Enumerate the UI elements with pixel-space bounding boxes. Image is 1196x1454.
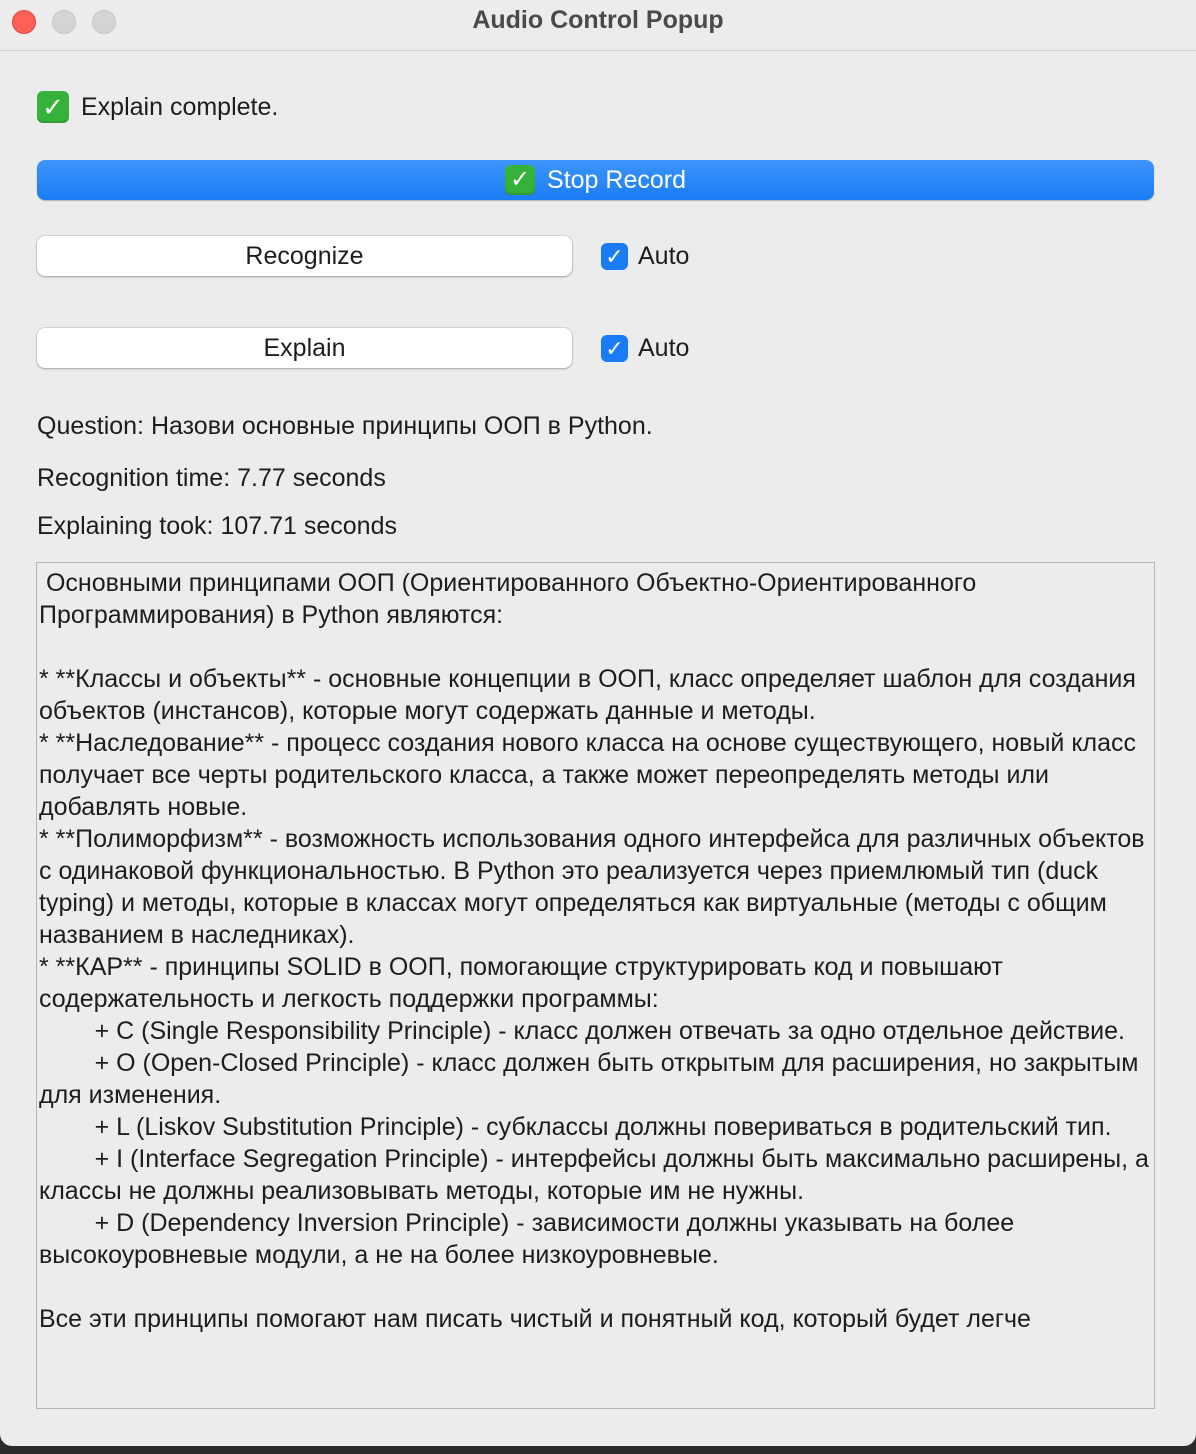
explain-auto-checkbox[interactable] — [601, 328, 689, 368]
recognition-time-text: Recognition time: 7.77 seconds — [37, 464, 386, 492]
answer-text-area[interactable] — [36, 562, 1155, 1409]
recognize-label: Recognize — [245, 241, 364, 270]
explaining-time-text: Explaining took: 107.71 seconds — [37, 512, 397, 540]
explain-auto-label: Auto — [638, 333, 690, 362]
answer-text: Основными принципами ООП (Ориентированного Объектно-Ориентированного Программирования) в Python являются: * **Классы и объекты** - основные концепции в ООП, класс определяет шаблон для создания объектов (инстансов), которые могут содержать данные и методы. * **Наследование** - процесс создания нового класса на основе существующего, новый класс получает все черты родительского класса, а также может переопределять методы или добавлять новые. * **Полиморфизм** - возможность использования одного интерфейса для различных объектов с одинаковой функциональностью. В Python это реализуется через приемлюмый тип (duck typing) и методы, которые в классах могут определяться как виртуальные (методы с общим названием в наследниках). * **КАР** - принципы SOLID в ООП, помогающие структурировать код и повышают содержательность и легкость поддержки программы: + С (Single Responsibility Principle) - класс должен отвечать за одно отдельное действие. + O (Open-Closed Principle) - класс должен быть открытым для расширения, но закрытым для изменения. + L (Liskov Substitution Principle) - субклассы должны повериваться в родительский тип. + I (Interface Segregation Principle) - интерфейсы должны быть максимально расширены, а классы не должны реализовывать методы, которые им не нужны. + D (Dependency Inversion Principle) - зависимости должны указывать на более высокоуровневые модули, а не на более низкоуровневые. Все эти принципы помогают нам писать чистый и понятный код, который будет легче — [39, 569, 1149, 1333]
checkbox-checked-icon: ✓ — [601, 335, 628, 362]
check-mark-icon: ✓ — [37, 91, 69, 123]
stop-record-button[interactable] — [37, 160, 1154, 200]
status-text: Explain complete. — [81, 92, 279, 121]
checkbox-checked-icon: ✓ — [601, 243, 628, 270]
check-mark-icon: ✓ — [505, 165, 535, 195]
recognize-auto-checkbox[interactable] — [601, 236, 689, 276]
recognize-button[interactable] — [37, 236, 572, 276]
window-title: Audio Control Popup — [472, 6, 724, 34]
explain-button[interactable] — [37, 328, 572, 368]
stop-record-label: Stop Record — [547, 165, 686, 194]
status-message — [37, 90, 278, 124]
recognize-auto-label: Auto — [638, 241, 690, 270]
title-bar — [0, 0, 1196, 51]
explain-label: Explain — [263, 333, 346, 362]
question-text: Question: Назови основные принципы ООП в Python. — [37, 412, 653, 440]
